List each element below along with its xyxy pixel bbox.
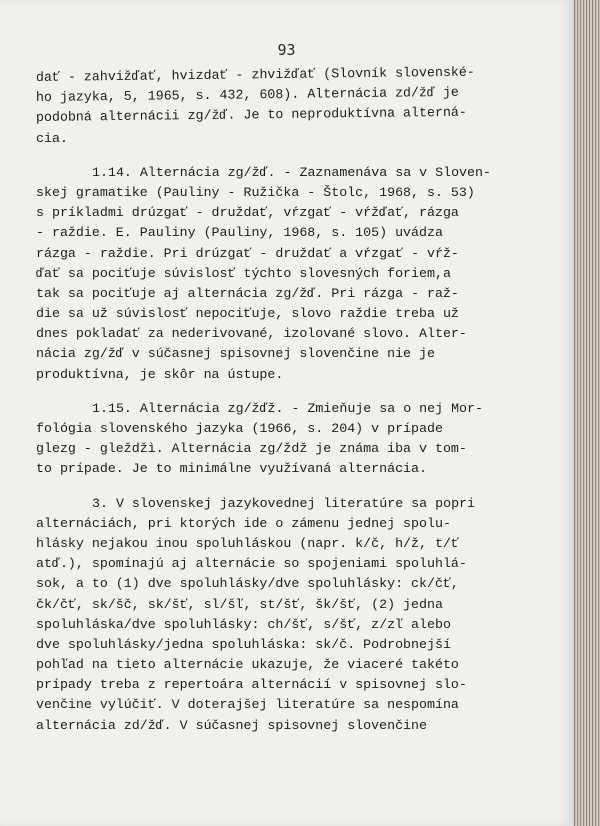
text-line: glezg - gleždžì. Alternácia zg/ždž je známa iba v tom- [36, 441, 467, 457]
body-text [35, 64, 546, 736]
text-line: ho jazyka, 5, 1965, s. 432, 608). Alternácia zd/žď je [35, 85, 459, 106]
text-line: to prípade. Je to minimálne využívaná alternácia. [36, 461, 427, 477]
text-line: dve spoluhlásky/jedna spoluhláska: sk/č. Podrobnejší [36, 636, 451, 652]
text-line: skej gramatike (Pauliny - Ružička - Štolc, 1968, s. 53) [36, 184, 475, 200]
text-line: dnes pokladať za nederivované, izolované slovo. Alter- [36, 326, 467, 342]
text-line: podobná alternácii zg/žď. Je to neproduktívna alterná- [35, 105, 467, 126]
text-line: ďať sa pociťuje súvislosť týchto slovesných foriem,a [36, 265, 451, 281]
text-line: dať - zahvižďať, hvizdať - zhvižďať (Slovník slovenské- [35, 64, 475, 85]
paragraph [35, 64, 546, 149]
text-line: hlásky nejakou inou spoluhláskou (napr. k/č, h/ž, t/ť [36, 535, 459, 551]
text-line: prípady treba z repertoára alternácií v spisovnej slo- [36, 677, 467, 693]
text-line: die sa už súvislosť nepociťuje, slovo raždie treba už [36, 306, 459, 322]
paragraph [36, 494, 546, 736]
paragraph [36, 399, 546, 480]
text-line: 1.14. Alternácia zg/žď. - Zaznamenáva sa v Sloven- [92, 164, 491, 180]
text-line: čk/čť, sk/šč, sk/šť, sl/šľ, st/šť, šk/šť, (2) jedna [36, 596, 443, 612]
text-line: - raždie. E. Pauliny (Pauliny, 1968, s. 105) uvádza [36, 225, 443, 241]
text-line: 1.15. Alternácia zg/žďž. - Zmieňuje sa o nej Mor- [92, 400, 483, 416]
text-line: s príkladmi drúzgať - druždať, vŕzgať - vŕžďať, rázga [36, 205, 459, 221]
text-line: venčine vylúčiť. V doterajšej literatúre sa nespomína [36, 697, 459, 713]
book-page-edges [573, 0, 600, 826]
text-line: 3. V slovenskej jazykovednej literatúre sa popri [92, 495, 476, 511]
paragraph [36, 163, 546, 385]
paragraph-gap [36, 149, 546, 163]
text-line: produktívna, je skôr na ústupe. [36, 366, 284, 382]
text-line: pohľad na tieto alternácie ukazuje, že viaceré takéto [36, 657, 459, 673]
page-number: 93 [277, 41, 296, 59]
text-line: sok, a to (1) dve spoluhlásky/dve spoluhlásky: ck/čť, [36, 576, 459, 592]
text-line: cia. [36, 130, 68, 146]
text-line: nácia zg/žď v súčasnej spisovnej slovenčine nie je [36, 346, 435, 362]
text-line: atď.), spomínajú aj alternácie so spojeniami spoluhlá- [36, 556, 467, 572]
text-line: alternácia zd/žď. V súčasnej spisovnej slovenčine [36, 717, 427, 733]
text-line: fológia slovenského jazyka (1966, s. 204) v prípade [36, 421, 443, 436]
text-line: alternáciách, pri ktorých ide o zámenu jednej spolu- [36, 515, 451, 531]
text-line: rázga - raždie. Pri drúzgať - druždať a vŕzgať - vŕž- [36, 245, 459, 261]
text-line: tak sa pociťuje aj alternácia zg/žď. Pri rázga - raž- [36, 285, 459, 301]
paragraph-gap [36, 385, 546, 399]
text-line: spoluhláska/dve spoluhlásky: ch/šť, s/šť, z/zľ alebo [36, 616, 451, 632]
paragraph-gap [36, 480, 546, 494]
